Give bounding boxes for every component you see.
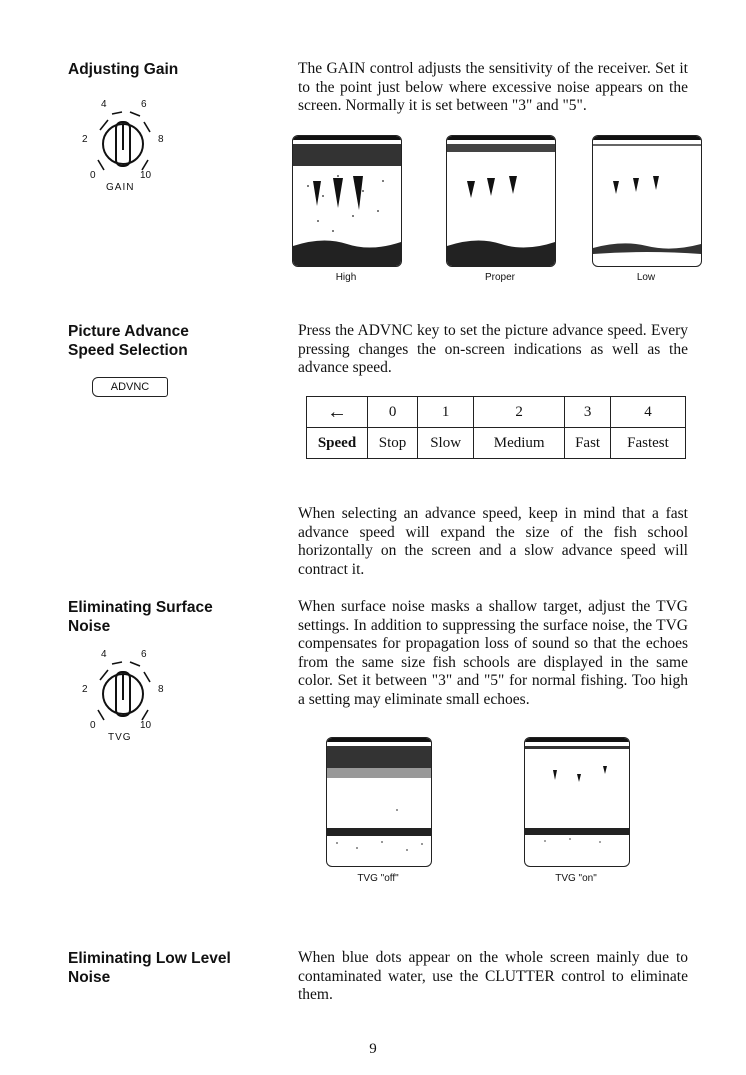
lowlevel-heading bbox=[68, 949, 231, 987]
gain-proper-screen bbox=[446, 135, 556, 267]
tvg-mark-10: 10 bbox=[140, 720, 152, 731]
indication-cell: 2 bbox=[474, 397, 565, 428]
speed-label-cell: Speed bbox=[307, 428, 368, 459]
advance-heading-line1: Picture Advance bbox=[68, 323, 189, 340]
advance-paragraph: Press the ADVNC key to set the picture advance speed. Every pressing changes the on-screen indications as well as the advance speed. bbox=[298, 322, 688, 376]
gain-mark-4: 4 bbox=[101, 99, 107, 110]
surface-paragraph: When surface noise masks a shallow target, adjust the TVG settings. In addition to suppressing the surface noise, the TVG compensates for propagation loss of sound so that the echoes from the same size fish schools are displayed in the same color. Set it between "3" and "5" for normal fishing. Too high a setting may eliminate small echoes. bbox=[298, 598, 688, 708]
speed-cell: Medium bbox=[474, 428, 565, 459]
advnc-key[interactable]: ADVNC bbox=[92, 377, 168, 397]
lowlevel-heading-line1: Eliminating Low Level bbox=[68, 950, 231, 967]
gain-proper-caption: Proper bbox=[484, 272, 515, 283]
gain-mark-8: 8 bbox=[158, 134, 164, 145]
indication-cell: 3 bbox=[565, 397, 611, 428]
gain-dial-label: GAIN bbox=[106, 182, 135, 193]
indication-cell: 4 bbox=[610, 397, 685, 428]
gain-low-caption: Low bbox=[636, 272, 656, 283]
tvg-off-caption: TVG "off" bbox=[357, 873, 399, 884]
tvg-mark-4: 4 bbox=[101, 649, 107, 660]
surface-heading bbox=[68, 598, 213, 636]
indication-cell: 1 bbox=[418, 397, 474, 428]
speed-cell: Slow bbox=[418, 428, 474, 459]
speed-row bbox=[307, 428, 686, 459]
gain-heading: Adjusting Gain bbox=[68, 61, 179, 78]
advance-heading bbox=[68, 322, 189, 360]
speed-table bbox=[306, 396, 686, 459]
tvg-on-caption: TVG "on" bbox=[555, 873, 597, 884]
tvg-mark-0: 0 bbox=[90, 720, 96, 731]
speed-cell: Fastest bbox=[610, 428, 685, 459]
page-number: 9 bbox=[369, 1041, 377, 1057]
tvg-dial-label: TVG bbox=[108, 732, 132, 743]
gain-mark-2: 2 bbox=[82, 134, 88, 145]
gain-mark-10: 10 bbox=[140, 170, 152, 181]
speed-cell: Stop bbox=[368, 428, 418, 459]
lowlevel-paragraph: When blue dots appear on the whole screen mainly due to contaminated water, use the CLUTTER control to eliminate them. bbox=[298, 949, 688, 1003]
tvg-on-screen bbox=[524, 737, 630, 867]
tvg-mark-8: 8 bbox=[158, 684, 164, 695]
gain-paragraph: The GAIN control adjusts the sensitivity of the receiver. Set it to the point just below where excessive noise appears on the screen. Normally it is set between "3" and "5". bbox=[298, 60, 688, 114]
advance-note: When selecting an advance speed, keep in mind that a fast advance speed will expand the size of the fish school horizontally on the screen and a slow advance speed will contract it. bbox=[298, 505, 688, 578]
gain-mark-0: 0 bbox=[90, 170, 96, 181]
tvg-mark-6: 6 bbox=[141, 649, 147, 660]
tvg-off-screen bbox=[326, 737, 432, 867]
gain-high-screen bbox=[292, 135, 402, 267]
indication-cell: 0 bbox=[368, 397, 418, 428]
surface-heading-line1: Eliminating Surface bbox=[68, 599, 213, 616]
gain-low-screen bbox=[592, 135, 702, 267]
gain-dial bbox=[78, 98, 168, 198]
tvg-dial bbox=[78, 648, 168, 748]
indication-row bbox=[307, 397, 686, 428]
surface-heading-line2: Noise bbox=[68, 618, 111, 635]
tvg-mark-2: 2 bbox=[82, 684, 88, 695]
gain-high-caption: High bbox=[335, 272, 357, 283]
arrow-icon: ← bbox=[307, 397, 368, 428]
advance-heading-line2: Speed Selection bbox=[68, 342, 188, 359]
speed-cell: Fast bbox=[565, 428, 611, 459]
gain-mark-6: 6 bbox=[141, 99, 147, 110]
lowlevel-heading-line2: Noise bbox=[68, 969, 111, 986]
